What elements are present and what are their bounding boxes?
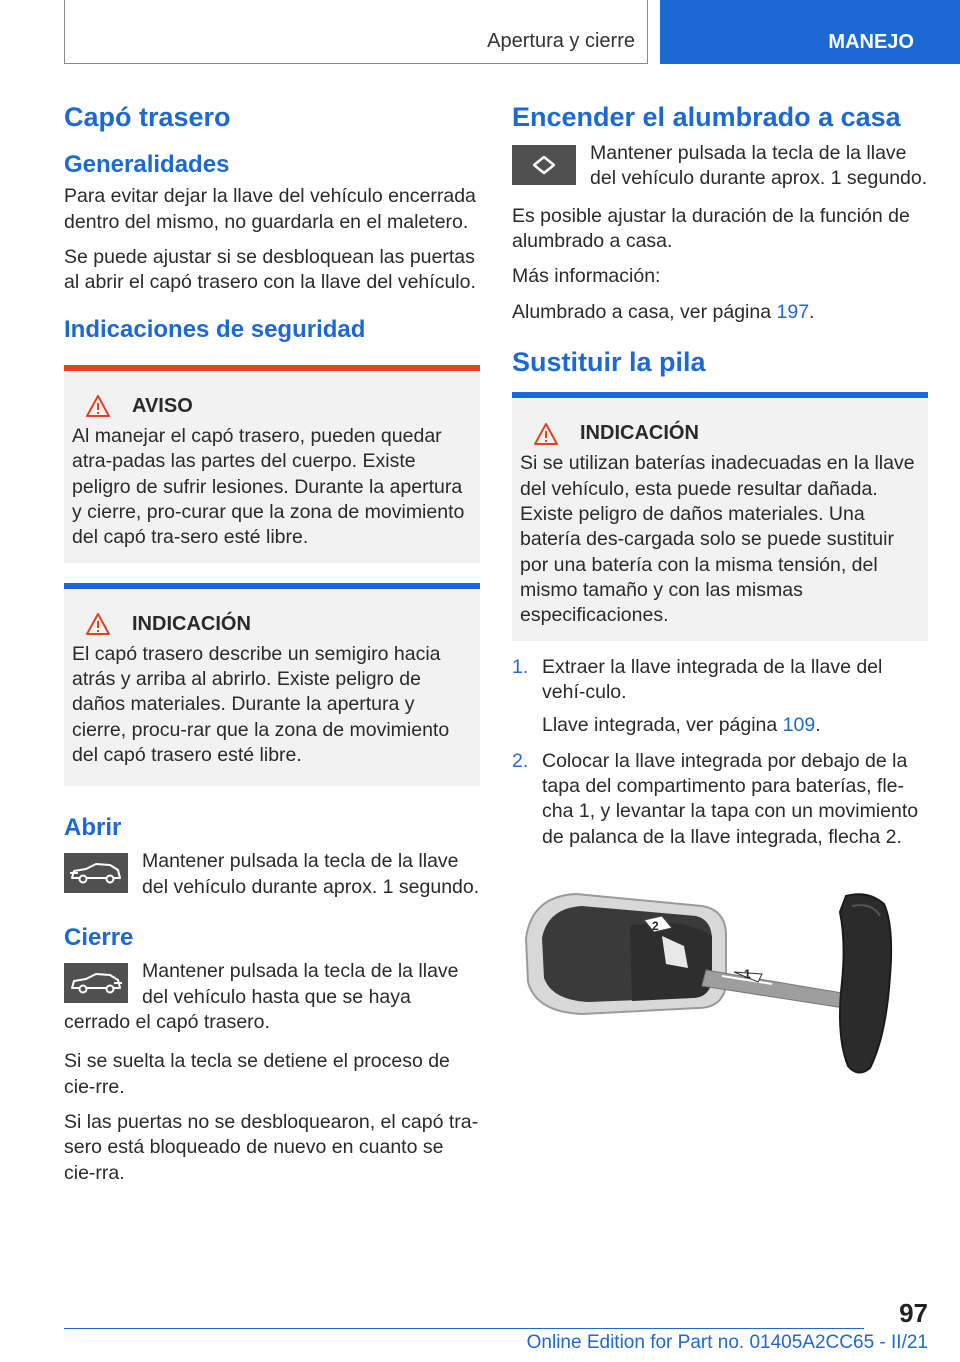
- header-chapter-tab[interactable]: [660, 0, 960, 64]
- warning-triangle-icon: [86, 613, 110, 635]
- open-instruction: [64, 849, 480, 900]
- battery-notice-header: [520, 422, 920, 445]
- arrow-label-2: 2: [652, 919, 659, 934]
- step-item: [512, 749, 928, 850]
- warning-text: Al manejar el capó trasero, pueden quedar atra-padas las partes del cuerpo. Existe peligro de sufrir lesiones. Durante la apertura y cierre, pro-curar que la zona de movimiento del capó tra-sero esté libre.: [72, 424, 465, 549]
- step-text: Colocar la llave integrada por debajo de la tapa del compartimento para baterías, fle-cha 1, y levantar la tapa con un movimiento de palanca de la llave integrada, flecha 2.: [542, 749, 919, 848]
- left-column: [64, 100, 480, 1196]
- car-trunk-open-icon: [64, 853, 128, 893]
- footer-edition: Online Edition for Part no. 01405A2CC65 - II/21: [526, 1332, 928, 1353]
- light-text: Mantener pulsada la tecla de la llave del vehículo durante aprox. 1 segundo.: [590, 142, 928, 190]
- step-reference: [542, 713, 928, 738]
- header-section-box: [64, 0, 648, 64]
- more-info-label: Más información:: [512, 265, 661, 288]
- reference-suffix: .: [809, 300, 815, 323]
- header-chapter-label: MANEJO: [828, 31, 914, 53]
- close-paragraph-2: Si se suelta la tecla se detiene el proceso de cie-rre.: [64, 1050, 450, 1098]
- light-paragraph-2: Es posible ajustar la duración de la función de alumbrado a casa.: [512, 204, 910, 253]
- notice-box-battery: [512, 392, 928, 640]
- step-reference-suffix: .: [815, 714, 821, 737]
- page-link-109[interactable]: 109: [782, 714, 816, 737]
- header-section-title: Apertura y cierre: [487, 30, 635, 52]
- warning-header: [72, 395, 472, 418]
- general-paragraph-1: Para evitar dejar la llave del vehículo encerrada dentro del mismo, no guardarla en el maletero.: [64, 185, 476, 233]
- section-title-trunk: Capó trasero: [64, 102, 231, 132]
- close-text: Mantener pulsada la tecla de la llave del vehículo hasta que se haya cerrado el capó trasero.: [64, 960, 459, 1034]
- step-reference-text: Llave integrada, ver página: [542, 714, 783, 737]
- warning-box: [64, 365, 480, 563]
- battery-notice-label: INDICACIÓN: [580, 422, 699, 445]
- section-title-home-light: Encender el alumbrado a casa: [512, 102, 901, 132]
- close-instruction: [64, 959, 480, 1035]
- step-number: 1.: [512, 655, 529, 678]
- reference-text: Alumbrado a casa, ver página: [512, 300, 777, 323]
- key-battery-illustration: [512, 886, 928, 1086]
- open-text: Mantener pulsada la tecla de la llave del vehículo durante aprox. 1 segundo.: [142, 850, 480, 898]
- page-link-197[interactable]: 197: [776, 300, 810, 323]
- step-number: 2.: [512, 749, 529, 772]
- close-paragraph-3: Si las puertas no se desbloquearon, el capó tra-sero está bloqueado de nuevo en cuanto se cie-rra.: [64, 1111, 479, 1184]
- right-column: [512, 100, 928, 1091]
- heading-close: Cierre: [64, 924, 134, 952]
- home-light-icon: [512, 145, 576, 185]
- page-number: 97: [899, 1298, 928, 1328]
- heading-open: Abrir: [64, 814, 122, 842]
- step-text: Extraer la llave integrada de la llave del vehí-culo.: [542, 655, 883, 703]
- section-title-battery: Sustituir la pila: [512, 347, 706, 378]
- notice-label: INDICACIÓN: [132, 612, 251, 635]
- heading-safety: Indicaciones de seguridad: [64, 315, 366, 343]
- notice-header: [72, 613, 472, 636]
- arrow-label-1: 1: [744, 967, 751, 982]
- battery-notice-text: Si se utilizan baterías inadecuadas en la llave del vehículo, esta puede resultar dañada. Existe peligro de daños materiales. Una batería des-cargada solo se puede sustituir por una batería con la misma tensión, del mismo tamaño y con las mismas especificaciones.: [520, 452, 915, 627]
- notice-text: El capó trasero describe un semigiro hacia atrás y arriba al abrirlo. Existe peligro de daños materiales. Durante la apertura y cierre, procu-rar que la zona de movimiento del capó trasero esté libre.: [72, 642, 450, 766]
- battery-steps: [512, 655, 928, 850]
- notice-box-trunk: [64, 583, 480, 787]
- warning-triangle-icon: [534, 423, 558, 445]
- light-instruction: [512, 141, 928, 192]
- more-info-reference: [512, 300, 928, 325]
- warning-label: AVISO: [132, 394, 193, 417]
- footer-divider: [64, 1328, 864, 1329]
- warning-triangle-icon: [86, 395, 110, 417]
- step-item: [512, 655, 928, 739]
- heading-general: Generalidades: [64, 151, 230, 179]
- car-trunk-close-icon: [64, 963, 128, 1003]
- general-paragraph-2: Se puede ajustar si se desbloquean las puertas al abrir el capó trasero con la llave del vehículo.: [64, 245, 476, 294]
